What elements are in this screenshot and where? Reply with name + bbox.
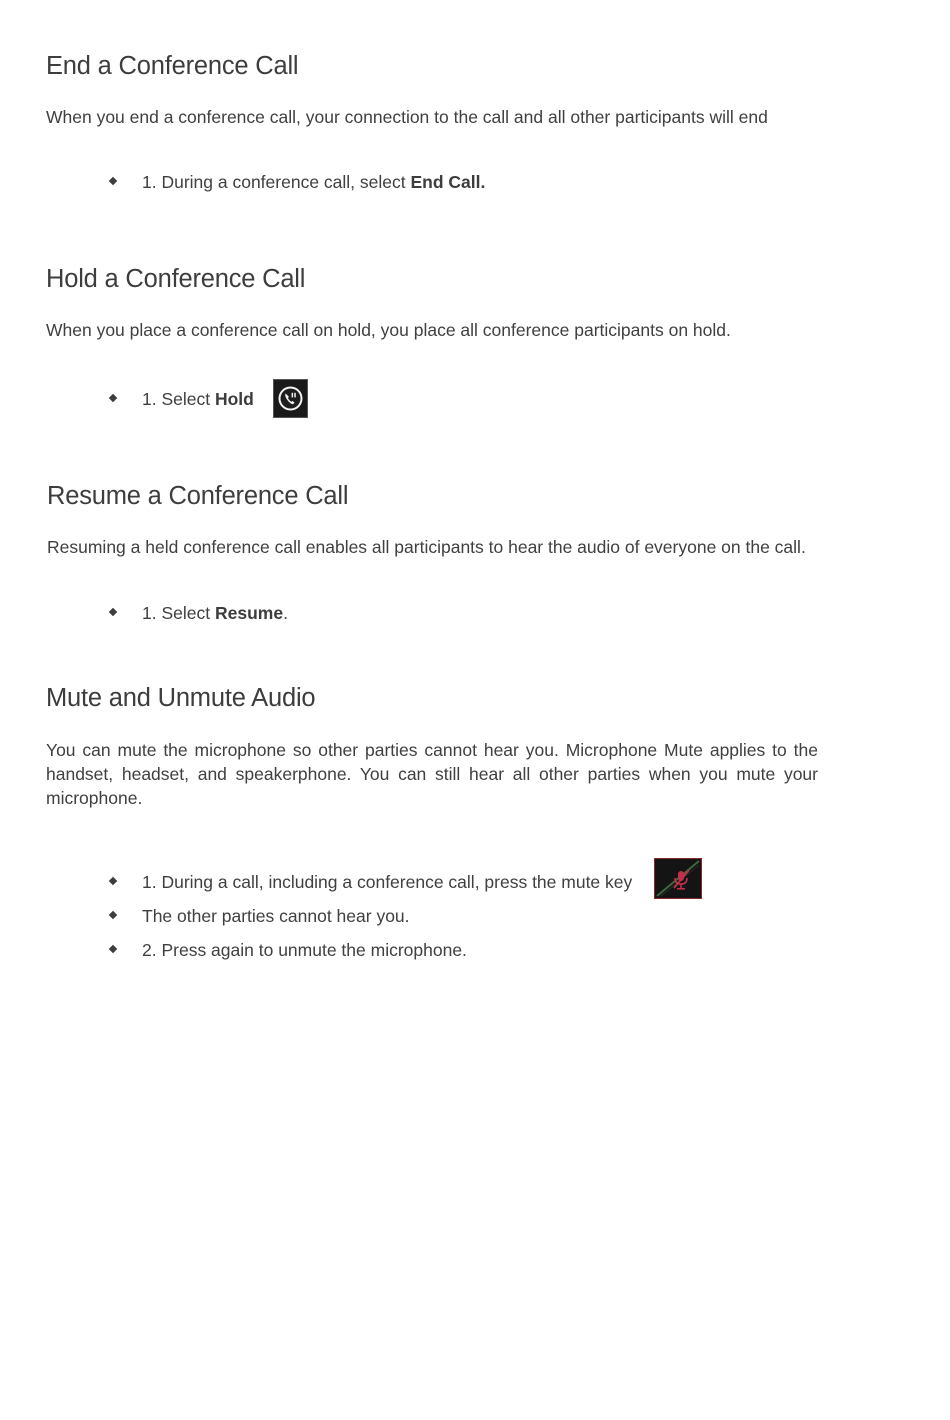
step-text: 1. During a conference call, select End Call.	[142, 172, 486, 192]
step-keyword: Hold	[214, 389, 254, 409]
bullet-icon	[109, 911, 117, 919]
section-description-hold-call: When you place a conference call on hold, you place all conference participants on hold.	[46, 320, 731, 340]
section-description-mute-audio: You can mute the microphone so other parties cannot hear you. Microphone Mute applies to the handset, headset, and speakerphone. You can still hear all other parties when you mute your microphone.	[46, 740, 818, 808]
section-description-resume-call: Resuming a held conference call enables all participants to hear the audio of everyone on the call.	[47, 537, 806, 557]
bullet-icon	[109, 394, 117, 402]
step-text: The other parties cannot hear you.	[142, 906, 410, 926]
step-text: 2. Press again to unmute the microphone.	[142, 940, 467, 960]
section-title-resume-call: Resume a Conference Call	[47, 482, 349, 510]
step-keyword: End Call.	[410, 172, 486, 192]
bullet-icon	[109, 945, 117, 953]
section-title-end-call: End a Conference Call	[46, 52, 299, 80]
bullet-icon	[109, 177, 117, 185]
bullet-icon	[109, 877, 117, 885]
section-title-mute-audio: Mute and Unmute Audio	[46, 684, 316, 712]
hold-call-icon	[273, 379, 308, 418]
bullet-icon	[109, 608, 117, 616]
section-description-end-call: When you end a conference call, your connection to the call and all other participants will end	[46, 107, 768, 127]
section-title-hold-call: Hold a Conference Call	[46, 265, 306, 293]
step-text: 1. Select Hold	[142, 389, 254, 409]
step-text: 1. During a call, including a conference call, press the mute key	[142, 872, 633, 892]
step-keyword: Resume	[214, 603, 284, 623]
mute-key-icon	[654, 858, 702, 899]
step-text: 1. Select Resume.	[142, 603, 288, 623]
